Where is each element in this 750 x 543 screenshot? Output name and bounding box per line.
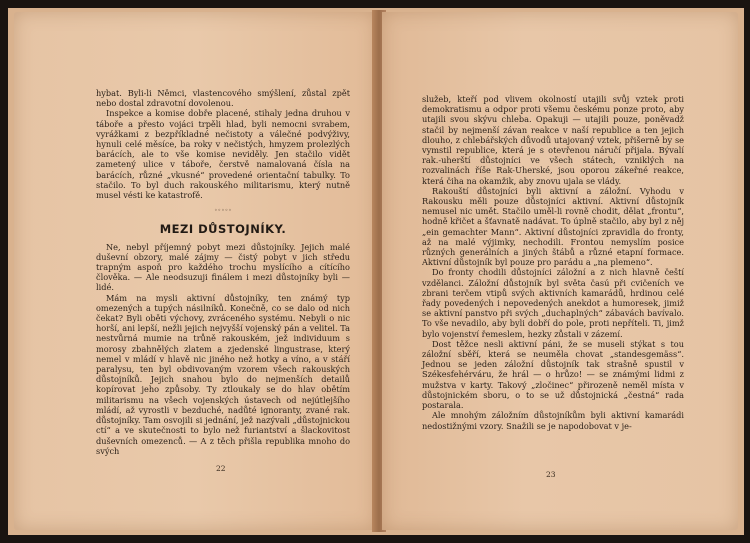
paragraph: Dost těžce nesli aktivní páni, že se museli stýkat s tou záložní sběří, která se neuměla chovat „standesgemäss“. Jednou se jeden záložní důstojník tak strašně spustil v Székesfehérváru, že hrál — o hrůzo! — se známými lidmi z mužstva v karty. Takový „zločinec“ přirozeně neměl místa v důstojnickém sboru, o to se už důstojnická „čestná“ rada postarala. <box>422 338 684 411</box>
paragraph: Mám na mysli aktivní důstojníky, ten známý typ omezených a tupých násilníků. Konečně, co se dalo od nich čekat? Byli oběti výchovy, zvráceného systému. Nebyli o nic horší, ani lepší, nežli jejich nejvyšší vojenský pán a velitel. Ta nestvůrná mumie na trůně rakouském, jež individuum s morosy zbahnělých zlatem a zjedenské lingustrase, který nemel v mládí v hlavě nic jiného než hotky a víno, a v stáří paralysu, ten byl obdivovaným vzorem všech rakouských důstojníků. Jejich snahou bylo do nejmenších detailů kopírovat jeho způsoby. Ty ztloukaly se do hlav obětím militarismu na všech vojenských ústavech od nejútlejšího mládí, až vyrostli v bezduché, nadůté ignoranty, zvané rak. důstojníky. Tam osvojili si jednání, jež nazývali „důstojnickou ctí“ a ve skutečnosti to bylo než furiantství a šlackovitost duševních omezenců. — A z těch přišla republika mnoho do svých <box>96 292 350 456</box>
paragraph: Ale mnohým záložním důstojníkům byli aktivní kamarádi nedostižnými vzory. Snažili se je napodobovat v je- <box>422 410 684 431</box>
book-spread <box>8 8 744 535</box>
paragraph: Ne, nebyl příjemný pobyt mezi důstojníky. Jejich malé duševní obzory, malé zájmy — čistý pobyt v jich středu trapným aspoň pro každého trochu myslícího a cítícího člověka. — Ale neodsuzuji finálem i mezi důstojníky byli — lidé. <box>96 241 350 293</box>
left-page-text <box>96 88 350 456</box>
paragraph: služeb, kteří pod vlivem okolností utajili svůj vztek proti demokratismu a odpor proti všemu českému ponze proto, aby utajili svou skývu chleba. Opakuji — utajili pouze, poněvadž stačil by nejmenší závan reakce v naší republice a ten jejich dlouho, z chlebářských důvodů utajovaný vztek, přišerně by se vymstil republice, která je s otevřenou náručí přijala. Bývalí rak.-uherští důstojníci ve všech státech, vzniklých na rozvalinách říše Rak-Uherské, jsou oporou zákeřné reakce, která čiha na okamžik, aby znovu ujala se vlády. <box>422 94 684 186</box>
right-page <box>382 12 738 530</box>
right-page-text <box>422 94 684 431</box>
left-page <box>14 12 376 530</box>
page-number: 23 <box>546 470 556 479</box>
paragraph: Rakouští důstojníci byli aktivní a záložní. Vyhodu v Rakousku měli pouze důstojníci aktivní. Aktivní důstojník nemusel nic umět. Stačilo uměl-li rovně chodit, dělat „frontu“, hodně křičet a šťavnatě nadávat. To úplně stačilo, aby byl z něj „ein gemachter Mann“. Aktivní důstojníci zpravidla do fronty, až na malé výjimky, nechodili. Frontou nemyslím posice různých generálních a jiných štábů a různé etapní formace. Aktivní důstojník byl pouze pro parádu a „na plemeno“. <box>422 185 684 268</box>
chapter-heading: MEZI DŮSTOJNÍKY. <box>159 222 287 237</box>
paragraph: Inspekce a komise dobře placené, stihaly jedna druhou v táboře a přesto vojáci trpěli hlad, byli nemocni svrabem, vyrážkami z bezpříkladné nečistoty a válečné podvýživy, hynuli celé měsíce, ba roky v nečistých, hmyzem prolezlých barácích, ale to vše komise neviděly. Jen stačilo vidět zametený ulice v táboře, čerstvě namalovaná čísla na barácích, různé „vkusné“ provedené orientační tabulky. To stačilo. To byl duch rakouského militarismu, který nutně musel vésti ke katastrofě. <box>96 108 350 201</box>
paragraph: hybat. Byli-li Němci, vlastencového smýšlení, zůstal zpět nebo dostal zdravotní dovolenou. <box>96 88 350 109</box>
page-number: 22 <box>216 464 226 473</box>
paragraph: Do fronty chodili důstojníci záložní a z nich hlavně čeští vzdělanci. Záložní důstojník byl světa časú při cvičeních ve zbrani terčem vtipů svých aktivních kamarádů, hrdinou celé řady povedených i nepovedených anekdot a humoresek, jimiž se aktivní panstvo při svých „duchaplných“ zábavách bavívalo. To vše nevadilo, aby byli dobří do pole, proti nepříteli. Ti, jimž bylo vojenství řemeslem, hezky zůstali v zázemí. <box>422 267 684 339</box>
section-ornament: ◦◦◦◦◦ <box>214 207 232 215</box>
